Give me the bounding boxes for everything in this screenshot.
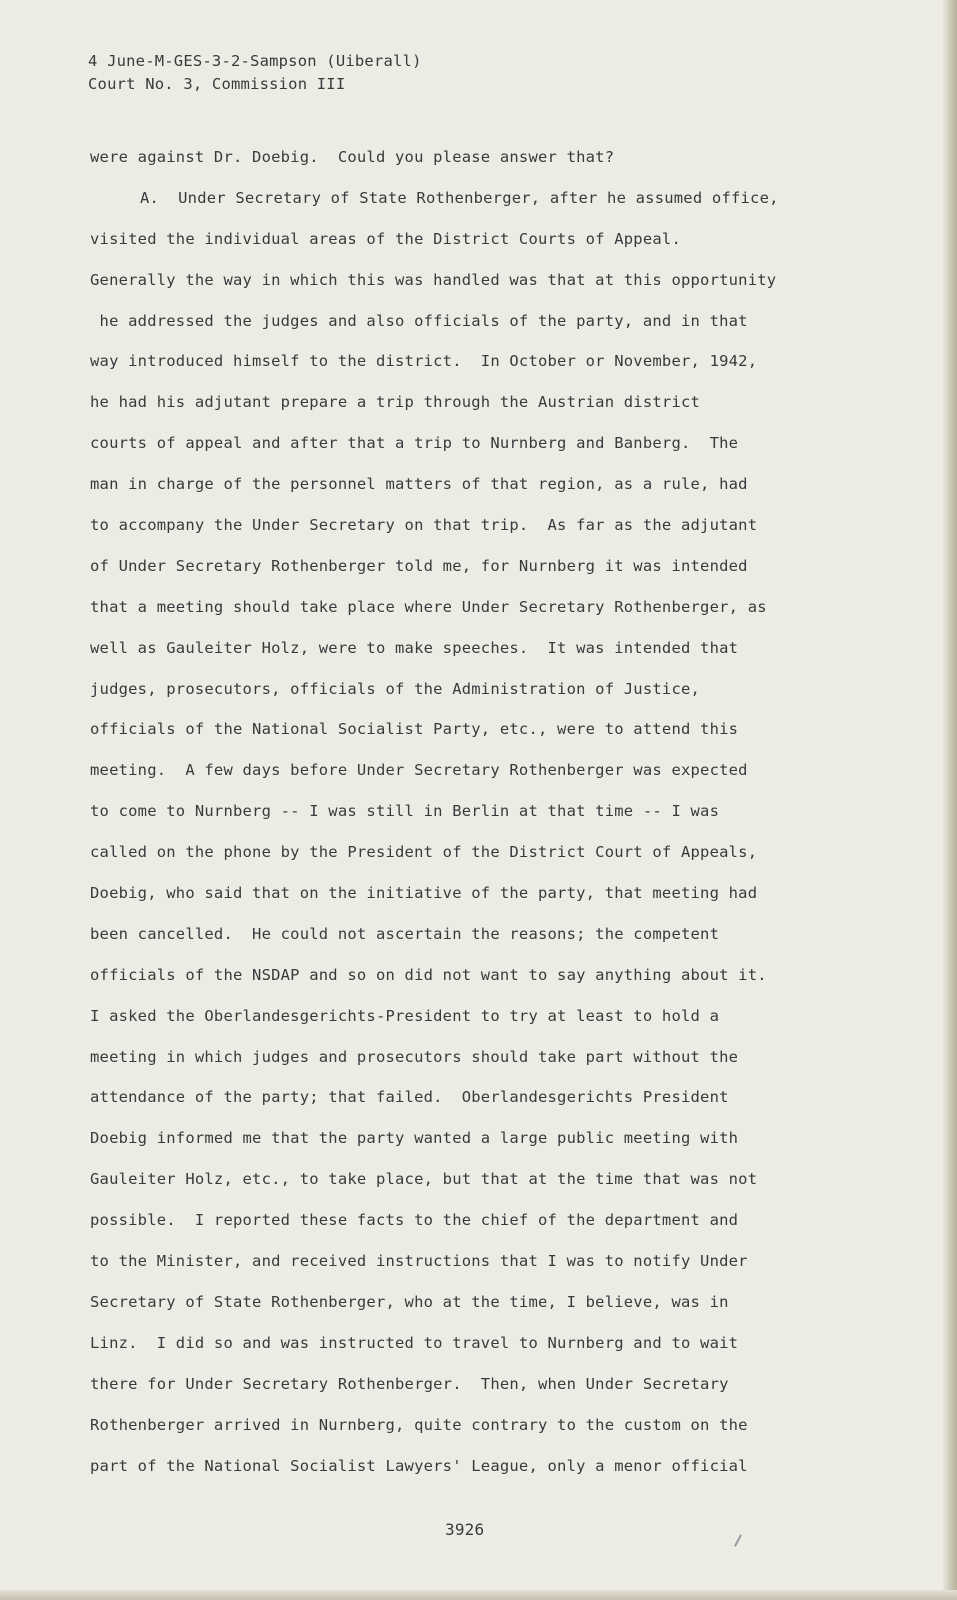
transcript-line: were against Dr. Doebig. Could you please answer that? [90,148,615,166]
transcript-line: judges, prosecutors, officials of the Administration of Justice, [90,679,701,698]
transcript-line: visited the individual areas of the District Courts of Appeal. [90,229,681,248]
page-number: 3926 [445,1520,485,1539]
transcript-line: Rothenberger arrived in Nurnberg, quite contrary to the custom on the [90,1415,748,1434]
transcript-line: he had his adjutant prepare a trip through the Austrian district [90,393,701,412]
transcript-line: meeting. A few days before Under Secretary Rothenberger was expected [90,761,748,780]
page-bottom-edge [0,1590,957,1600]
document-header [88,50,422,96]
header-line-session: 4 June-M-GES-3-2-Sampson (Uiberall) [88,52,422,70]
transcript-line: officials of the National Socialist Party, etc., were to attend this [90,720,739,739]
transcript-line: attendance of the party; that failed. Oberlandesgerichts President [90,1088,729,1107]
transcript-line: A. Under Secretary of State Rothenberger, after he assumed office, [140,188,779,207]
transcript-line: officials of the NSDAP and so on did not want to say anything about it. [90,965,767,984]
transcript-line: there for Under Secretary Rothenberger. Then, when Under Secretary [90,1374,729,1393]
transcript-line: he addressed the judges and also officials of the party, and in that [90,311,748,330]
page-edge-shadow [943,0,957,1600]
transcript-line: way introduced himself to the district. In October or November, 1942, [90,352,758,371]
transcript-line: man in charge of the personnel matters of that region, as a rule, had [90,475,748,494]
pencil-mark [734,1534,742,1546]
transcript-line: I asked the Oberlandesgerichts-President to try at least to hold a [90,1006,720,1025]
transcript-line: well as Gauleiter Holz, were to make speeches. It was intended that [90,638,739,657]
transcript-line: that a meeting should take place where Under Secretary Rothenberger, as [90,597,767,616]
transcript-line: Doebig, who said that on the initiative of the party, that meeting had [90,884,758,903]
transcript-line: meeting in which judges and prosecutors should take part without the [90,1047,739,1066]
transcript-line: of Under Secretary Rothenberger told me, for Nurnberg it was intended [90,556,748,575]
transcript-line: to come to Nurnberg -- I was still in Berlin at that time -- I was [90,802,720,821]
transcript-line: Gauleiter Holz, etc., to take place, but that at the time that was not [90,1170,758,1189]
header-line-court: Court No. 3, Commission III [88,75,346,93]
transcript-body [90,146,830,1495]
transcript-line: to the Minister, and received instructions that I was to notify Under [90,1252,748,1271]
transcript-line: to accompany the Under Secretary on that trip. As far as the adjutant [90,516,758,535]
transcript-line: part of the National Socialist Lawyers' League, only a menor official [90,1456,748,1475]
transcript-line: Secretary of State Rothenberger, who at the time, I believe, was in [90,1292,729,1311]
transcript-line: been cancelled. He could not ascertain the reasons; the competent [90,924,720,943]
transcript-line: Generally the way in which this was handled was that at this opportunity [90,270,777,289]
transcript-line: possible. I reported these facts to the chief of the department and [90,1211,739,1230]
transcript-line: called on the phone by the President of the District Court of Appeals, [90,843,758,862]
transcript-line: Doebig informed me that the party wanted a large public meeting with [90,1129,739,1148]
transcript-line: Linz. I did so and was instructed to travel to Nurnberg and to wait [90,1333,739,1352]
transcript-line: courts of appeal and after that a trip to Nurnberg and Banberg. The [90,434,739,453]
